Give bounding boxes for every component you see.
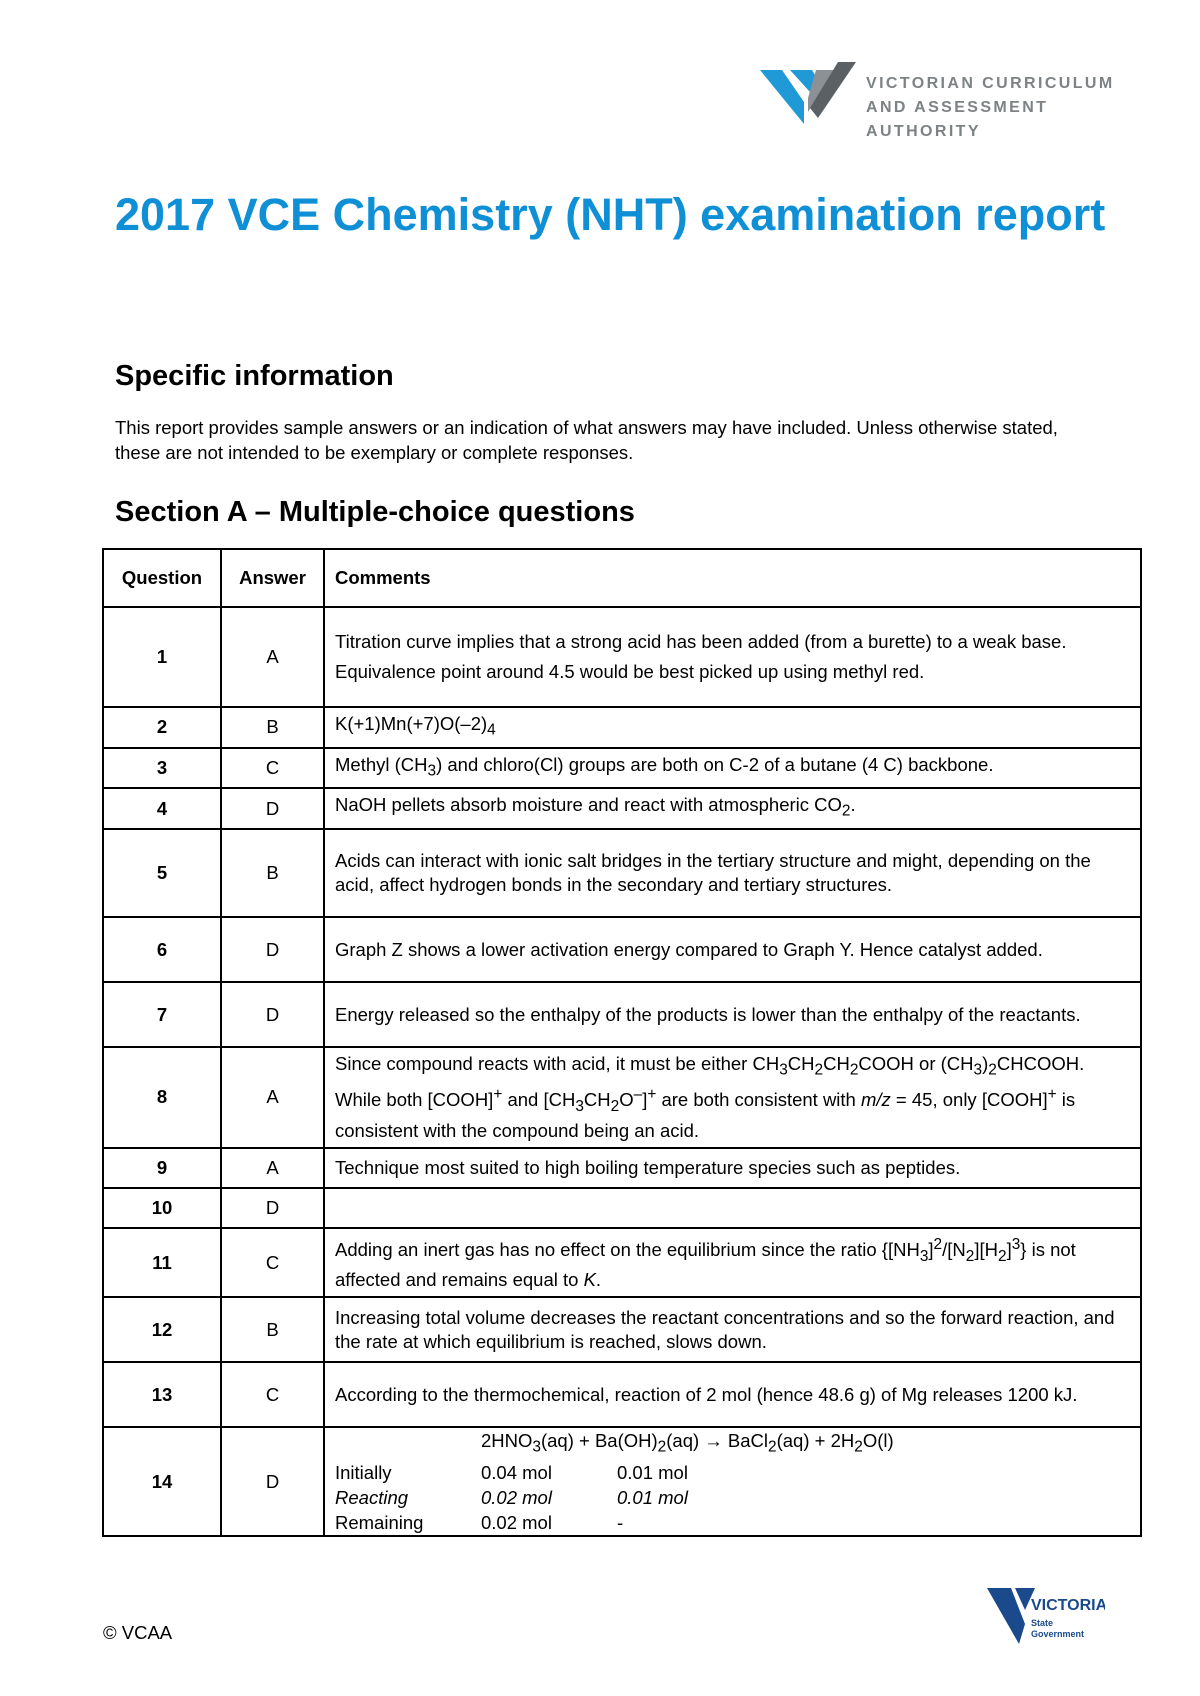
comment-text: 2HNO [481,1430,533,1452]
authority-line-2: AND ASSESSMENT AUTHORITY [866,99,1049,140]
table-row [103,829,1141,917]
vcaa-v-icon [760,62,860,126]
initially-row [335,1460,894,1485]
copyright-notice: © VCAA [103,1622,173,1643]
table-row [103,1362,1141,1427]
subscript: 3 [779,1061,788,1079]
comment-text: Adding an inert gas has no effect on the equilibrium since the ratio {[NH [335,1238,920,1260]
comment-text: Methyl (CH [335,753,428,775]
question-number: 7 [103,982,221,1047]
comment-text: CH [583,1088,611,1110]
comment-cell [324,607,1141,707]
question-number: 4 [103,788,221,829]
comment-cell [324,707,1141,748]
row-label: Reacting [335,1487,409,1509]
subscript: 2 [610,1097,620,1115]
answer-value: C [221,748,324,789]
comment-text: . [850,794,856,816]
comment-cell: According to the thermochemical, reaction of 2 mol (hence 48.6 g) of Mg releases 1200 kJ. [324,1362,1141,1427]
answer-value: D [221,982,324,1047]
comment-text: CH [787,1053,815,1075]
question-number: 6 [103,917,221,982]
comment-text: K [583,1269,596,1291]
comment-cell: Graph Z shows a lower activation energy compared to Graph Y. Hence catalyst added. [324,917,1141,982]
amount-value: 0.02 mol [481,1512,552,1534]
subscript: 2 [768,1439,777,1457]
question-number: 2 [103,707,221,748]
comment-text: and [CH [502,1088,576,1110]
mcq-table [102,548,1142,1537]
specific-info-heading: Specific information [115,360,394,392]
subscript: 2 [988,1061,997,1079]
subscript: 2 [841,803,851,821]
table-row [103,1188,1141,1228]
comment-text: ] [1006,1238,1012,1260]
subscript: 2 [814,1061,824,1079]
victoria-logo-icon [985,1584,1105,1648]
answer-value: D [221,1188,324,1228]
question-number: 14 [103,1427,221,1536]
table-row [103,788,1141,829]
authority-name [866,72,1140,144]
table-row [103,1148,1141,1188]
authority-line-1: VICTORIAN CURRICULUM [866,75,1115,92]
table-row [103,607,1141,707]
comment-text: COOH or (CH [858,1053,974,1075]
comment-text: Since compound reacts with acid, it must be either CH [335,1053,780,1075]
question-number: 3 [103,748,221,789]
amount-value: - [617,1512,624,1534]
answer-value: D [221,917,324,982]
question-number: 8 [103,1047,221,1148]
comment-text: ) [982,1053,989,1075]
subscript: 2 [854,1439,863,1457]
superscript: + [1047,1085,1057,1103]
comment-text: NaOH pellets absorb moisture and react with atmospheric CO [335,794,842,816]
comment-cell [324,1188,1141,1228]
question-number: 5 [103,829,221,917]
comment-text: CH [823,1053,850,1075]
subscript: 3 [973,1061,983,1079]
comment-text: = 45, only [COOH] [890,1088,1048,1110]
comment-cell [324,1047,1141,1148]
state-wordmark: State [1031,1618,1054,1628]
answer-value: A [221,1148,324,1188]
comment-text: Equivalence point around 4.5 would be best picked up using methyl red. [335,661,925,682]
comment-cell: Increasing total volume decreases the reactant concentrations and so the forward reaction, and the rate at which equilibrium is reached, slows down. [324,1297,1141,1362]
answer-value: B [221,1297,324,1362]
vcaa-logo [760,62,1140,140]
section-a-heading: Section A – Multiple-choice questions [115,496,635,528]
amount-value: 0.02 mol [481,1487,552,1509]
equation-spacer [335,1428,481,1460]
question-number: 11 [103,1228,221,1298]
subscript: 2 [965,1247,975,1265]
superscript: 3 [1011,1235,1021,1253]
table-row [103,1228,1141,1298]
comment-cell: Acids can interact with ionic salt bridges in the tertiary structure and might, depending on the acid, affect hydrogen bonds in the secondary and tertiary structures. [324,829,1141,917]
amount-value: 0.04 mol [481,1462,552,1484]
row-label: Initially [335,1462,392,1484]
superscript: + [493,1085,503,1103]
table-row [103,1047,1141,1148]
table-row [103,748,1141,789]
subscript: 3 [427,762,437,780]
question-number: 1 [103,607,221,707]
superscript: + [647,1085,657,1103]
reacting-row [335,1485,894,1510]
column-header-comments: Comments [324,549,1141,607]
superscript: – [633,1085,643,1103]
chemical-equation [481,1428,894,1460]
comment-text: ][H [974,1238,998,1260]
table-row [103,917,1141,982]
comment-text: (aq) + 2H [776,1430,855,1452]
comment-text: (aq) → BaCl [666,1430,769,1452]
superscript: 2 [933,1235,943,1253]
comment-text: Titration curve implies that a strong acid has been added (from a burette) to a weak base. [335,631,1067,652]
question-number: 12 [103,1297,221,1362]
comment-text: O [619,1088,634,1110]
question-number: 13 [103,1362,221,1427]
answer-value: A [221,607,324,707]
victoria-wordmark: VICTORIA [1031,1597,1105,1614]
answer-value: D [221,1427,324,1536]
row-label: Remaining [335,1512,424,1534]
remaining-row [335,1510,894,1535]
question-number: 10 [103,1188,221,1228]
intro-paragraph: This report provides sample answers or an indication of what answers may have included. Unless otherwise stated, these are not intended to be exemplary or complete responses. [115,417,1058,463]
answer-value: C [221,1362,324,1427]
column-header-question: Question [103,549,221,607]
subscript: 3 [575,1097,584,1115]
answer-value: C [221,1228,324,1298]
subscript: 3 [532,1439,541,1457]
comment-text: . [595,1269,602,1291]
comment-text: K(+1)Mn(+7)O(–2) [335,713,488,734]
amount-value: 0.01 mol [617,1462,688,1484]
answer-value: D [221,788,324,829]
subscript: 4 [487,721,496,739]
comment-text: ] [928,1238,934,1260]
answer-value: B [221,707,324,748]
comment-text: (aq) + Ba(OH) [540,1430,658,1452]
table-row [103,707,1141,748]
subscript: 3 [919,1247,929,1265]
amount-value: 0.01 mol [617,1487,688,1509]
comment-text: CHCOOH. While both [COOH] [335,1053,1085,1110]
table-header-row [103,549,1141,607]
victoria-government-logo [985,1584,1105,1648]
subscript: 2 [657,1439,667,1457]
comment-text: m/z [860,1088,891,1110]
comment-cell [324,748,1141,789]
comment-cell: Energy released so the enthalpy of the products is lower than the enthalpy of the reactants. [324,982,1141,1047]
question-number: 9 [103,1148,221,1188]
page-title: 2017 VCE Chemistry (NHT) examination report [115,189,1106,240]
subscript: 2 [849,1061,859,1079]
comment-text: are both consistent with [656,1088,861,1110]
comment-text: is consistent with the compound being an acid. [335,1088,1076,1141]
table-row [103,982,1141,1047]
answer-value: A [221,1047,324,1148]
comment-cell [324,788,1141,829]
equation-row [335,1428,894,1460]
table-row [103,1297,1141,1362]
stoichiometry-table [335,1428,894,1535]
column-header-answer: Answer [221,549,324,607]
comment-text: /[N [942,1238,966,1260]
answer-value: B [221,829,324,917]
comment-cell [324,1228,1141,1298]
table-row [103,1427,1141,1536]
comment-cell: Technique most suited to high boiling temperature species such as peptides. [324,1148,1141,1188]
comment-text: O(l) [862,1430,894,1452]
comment-text: ) and chloro(Cl) groups are both on C-2 of a butane (4 C) backbone. [436,753,994,775]
comment-text: } is not affected and remains equal to [335,1238,1076,1291]
government-wordmark: Government [1031,1629,1085,1639]
subscript: 2 [997,1247,1007,1265]
comment-cell [324,1427,1141,1536]
comment-text: ] [642,1088,648,1110]
